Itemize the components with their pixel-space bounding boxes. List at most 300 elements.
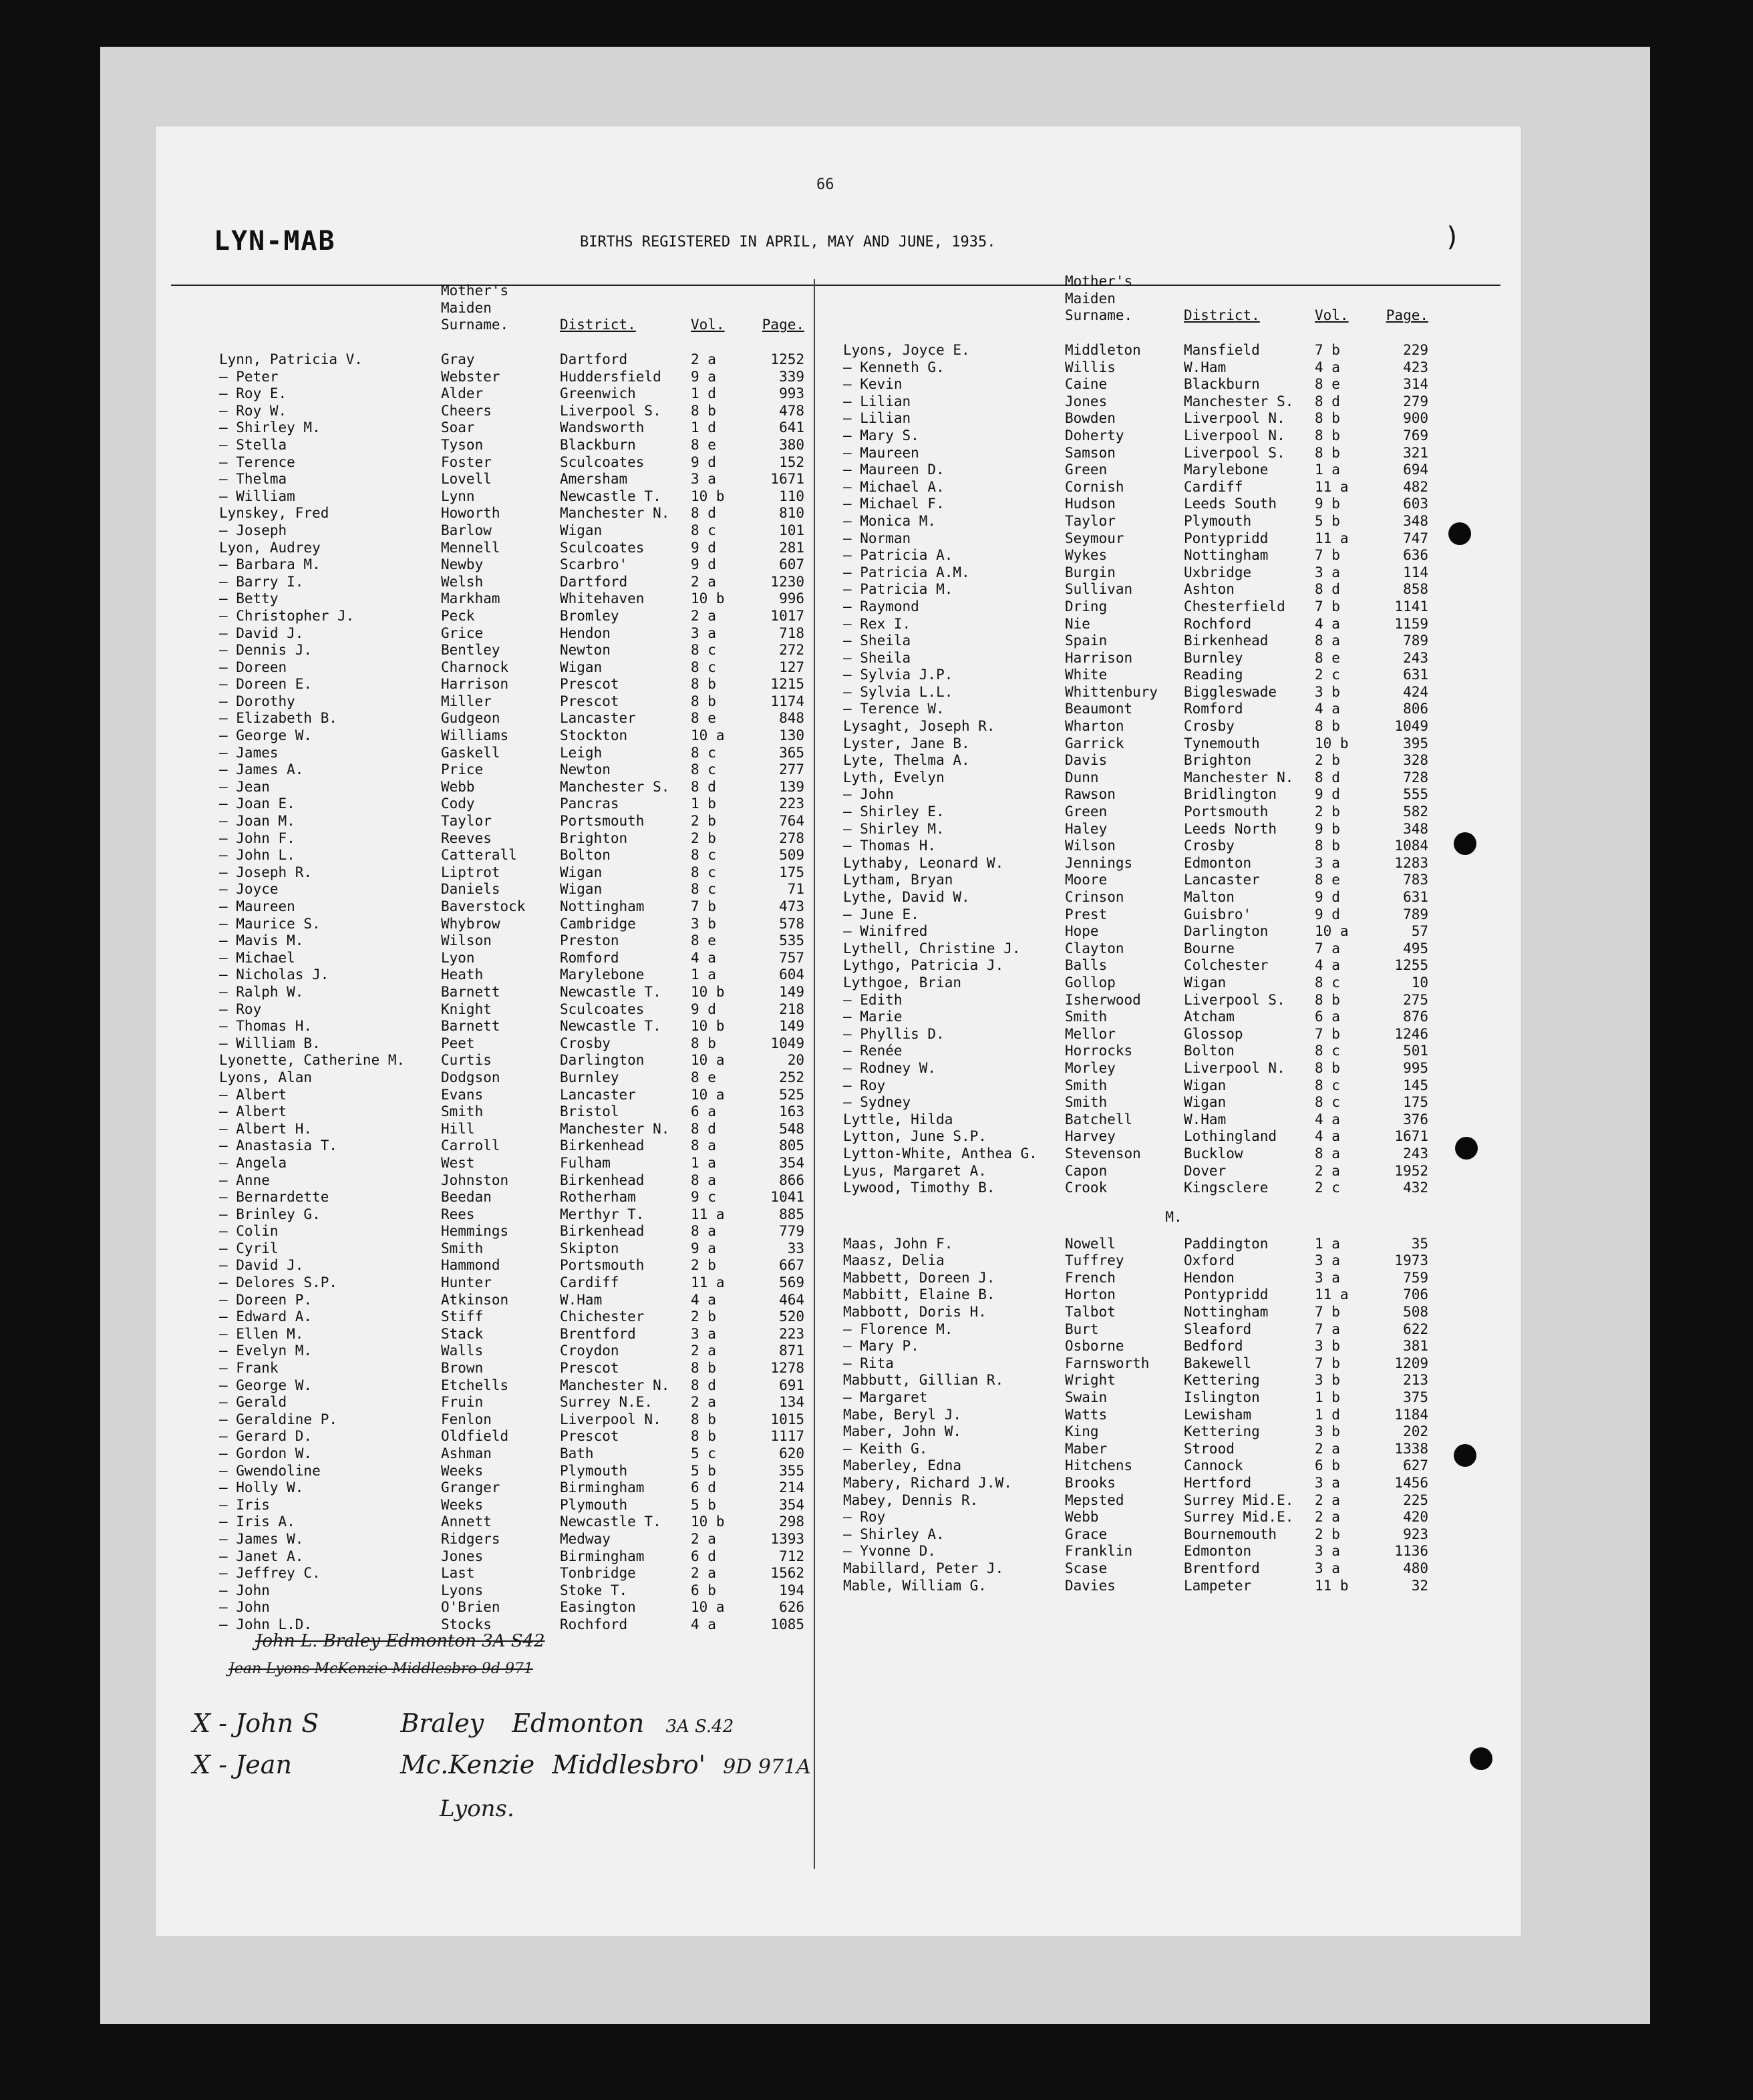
entry-page: 582 bbox=[1403, 804, 1428, 820]
entry-district: Prescot bbox=[560, 1360, 619, 1377]
m-entry-row bbox=[843, 1457, 1504, 1475]
left-entry-row bbox=[219, 522, 807, 540]
entry-name: — Geraldine P. bbox=[219, 1411, 338, 1427]
entry-page: 806 bbox=[1403, 701, 1428, 717]
entry-mother-maiden-surname: Hemmings bbox=[441, 1223, 509, 1240]
right-entry-row bbox=[843, 564, 1504, 582]
entry-mother-maiden-surname: Grice bbox=[441, 625, 484, 641]
entry-name: — Jean bbox=[219, 778, 270, 795]
entry-page: 375 bbox=[1403, 1389, 1428, 1406]
entry-mother-maiden-surname: Hill bbox=[441, 1120, 475, 1137]
entry-volume: 11 a bbox=[1315, 1286, 1349, 1303]
added-name: John S bbox=[235, 1709, 319, 1738]
entry-mother-maiden-surname: Hammond bbox=[441, 1257, 500, 1274]
right-entry-row bbox=[843, 547, 1504, 564]
left-entry-row bbox=[219, 1531, 807, 1548]
entry-volume: 1 d bbox=[691, 385, 716, 402]
entry-name: — George W. bbox=[219, 1377, 313, 1393]
entry-page: 420 bbox=[1403, 1509, 1428, 1526]
entry-name: — Sydney bbox=[843, 1094, 911, 1111]
entry-district: Liverpool S. bbox=[1184, 444, 1285, 461]
entry-name: — James bbox=[219, 744, 279, 761]
entry-name: Lythaby, Leonard W. bbox=[843, 854, 1004, 871]
entry-volume: 3 a bbox=[691, 1325, 716, 1342]
entry-page: 604 bbox=[779, 967, 804, 983]
entry-name: — Sylvia L.L. bbox=[843, 683, 953, 700]
entry-district: Romford bbox=[560, 949, 619, 966]
entry-volume: 8 d bbox=[1315, 393, 1340, 409]
entry-volume: 2 a bbox=[691, 351, 716, 367]
entry-mother-maiden-surname: Lynn bbox=[441, 488, 475, 504]
entry-volume: 10 a bbox=[691, 1086, 725, 1103]
entry-name: — Roy bbox=[219, 1001, 262, 1017]
left-entry-row bbox=[219, 676, 807, 693]
left-entry-row bbox=[219, 727, 807, 745]
entry-mother-maiden-surname: Green bbox=[1065, 462, 1108, 478]
entry-page: 152 bbox=[779, 454, 804, 470]
entry-volume: 1 b bbox=[1315, 1389, 1340, 1406]
entry-page: 783 bbox=[1403, 872, 1428, 888]
entry-district: Portsmouth bbox=[560, 813, 645, 830]
entry-district: Blackburn bbox=[1184, 376, 1260, 393]
entry-volume: 11 a bbox=[1315, 478, 1349, 495]
entry-district: Stockton bbox=[560, 727, 628, 744]
entry-volume: 8 c bbox=[691, 864, 716, 880]
entry-name: — William bbox=[219, 488, 295, 504]
entry-mother-maiden-surname: Crook bbox=[1065, 1180, 1108, 1196]
entry-volume: 11 b bbox=[1315, 1577, 1349, 1594]
entry-mother-maiden-surname: Grace bbox=[1065, 1526, 1108, 1542]
entry-name: — Shirley E. bbox=[843, 804, 945, 820]
right-entry-row bbox=[843, 1094, 1504, 1111]
entry-volume: 7 b bbox=[1315, 342, 1340, 358]
m-entry-row bbox=[843, 1321, 1504, 1339]
right-entry-row bbox=[843, 838, 1504, 855]
right-entry-row bbox=[843, 513, 1504, 530]
entry-volume: 9 d bbox=[1315, 889, 1340, 905]
entry-district: Hendon bbox=[560, 625, 611, 641]
entry-mother-maiden-surname: Granger bbox=[441, 1479, 500, 1496]
entry-name: — Edith bbox=[843, 991, 903, 1008]
entry-volume: 2 b bbox=[691, 830, 716, 846]
entry-district: Surrey Mid.E. bbox=[1184, 1492, 1294, 1508]
register-page bbox=[155, 126, 1522, 1937]
entry-volume: 8 b bbox=[691, 676, 716, 693]
entry-mother-maiden-surname: Wright bbox=[1065, 1372, 1116, 1389]
entry-page: 1671 bbox=[770, 471, 804, 488]
entry-mother-maiden-surname: Liptrot bbox=[441, 864, 500, 880]
entry-district: Crosby bbox=[1184, 718, 1235, 735]
entry-mother-maiden-surname: Cheers bbox=[441, 402, 492, 419]
entry-name: — Frank bbox=[219, 1360, 279, 1377]
entry-mother-maiden-surname: Wilson bbox=[1065, 838, 1116, 854]
entry-page: 525 bbox=[779, 1086, 804, 1103]
entry-page: 464 bbox=[779, 1291, 804, 1308]
entry-name: — Roy bbox=[843, 1509, 886, 1526]
entry-mother-maiden-surname: Horton bbox=[1065, 1286, 1116, 1303]
entry-district: Hertford bbox=[1184, 1475, 1252, 1491]
entry-volume: 7 a bbox=[1315, 940, 1340, 956]
entry-name: Lytton-White, Anthea G. bbox=[843, 1145, 1038, 1162]
entry-district: Wandsworth bbox=[560, 419, 645, 436]
entry-district: Bolton bbox=[560, 847, 611, 864]
entry-name: — Marie bbox=[843, 1009, 903, 1025]
left-entry-row bbox=[219, 761, 807, 779]
entry-mother-maiden-surname: Ridgers bbox=[441, 1530, 500, 1547]
entry-page: 35 bbox=[1411, 1235, 1428, 1252]
entry-page: 321 bbox=[1403, 444, 1428, 461]
m-entry-row bbox=[843, 1286, 1504, 1304]
margin-mark: ) bbox=[1444, 222, 1460, 252]
entry-name: — Anne bbox=[219, 1172, 270, 1188]
entry-district: Nottingham bbox=[560, 898, 645, 914]
entry-mother-maiden-surname: Smith bbox=[441, 1103, 484, 1120]
entry-page: 57 bbox=[1411, 923, 1428, 940]
entry-district: Rochford bbox=[1184, 615, 1252, 632]
entry-name: — Joyce bbox=[219, 881, 279, 898]
entry-name: — Keith G. bbox=[843, 1440, 928, 1457]
entry-mother-maiden-surname: Hitchens bbox=[1065, 1457, 1133, 1474]
entry-volume: 5 b bbox=[691, 1496, 716, 1513]
left-entry-row bbox=[219, 1377, 807, 1395]
entry-volume: 8 a bbox=[691, 1138, 716, 1154]
entry-page: 779 bbox=[779, 1223, 804, 1240]
entry-mother-maiden-surname: Harrison bbox=[441, 676, 509, 693]
entry-volume: 8 b bbox=[1315, 991, 1340, 1008]
entry-page: 194 bbox=[779, 1582, 804, 1598]
entry-name: Lyonette, Catherine M. bbox=[219, 1052, 406, 1069]
right-entry-row bbox=[843, 769, 1504, 787]
entry-volume: 8 c bbox=[691, 744, 716, 761]
entry-district: Easington bbox=[560, 1599, 636, 1616]
m-entry-row bbox=[843, 1560, 1504, 1578]
m-entry-row bbox=[843, 1526, 1504, 1544]
entry-volume: 3 a bbox=[1315, 1269, 1340, 1286]
right-entry-row bbox=[843, 1111, 1504, 1129]
entry-district: Manchester N. bbox=[560, 1377, 670, 1393]
entry-mother-maiden-surname: Willis bbox=[1065, 359, 1116, 375]
entry-mother-maiden-surname: Stocks bbox=[441, 1616, 492, 1632]
entry-mother-maiden-surname: Bowden bbox=[1065, 410, 1116, 427]
entry-district: Prescot bbox=[560, 1428, 619, 1445]
entry-page: 1085 bbox=[770, 1616, 804, 1632]
entry-name: — Ralph W. bbox=[219, 983, 304, 1000]
entry-district: Liverpool N. bbox=[1184, 410, 1285, 427]
entry-mother-maiden-surname: Newby bbox=[441, 556, 484, 573]
entry-page: 757 bbox=[779, 949, 804, 966]
entry-district: Dover bbox=[1184, 1162, 1227, 1179]
entry-page: 225 bbox=[1403, 1492, 1428, 1508]
entry-name: — Michael bbox=[219, 949, 295, 966]
entry-district: Kingsclere bbox=[1184, 1180, 1269, 1196]
entry-name: — Christopher J. bbox=[219, 607, 355, 624]
entry-page: 1230 bbox=[770, 573, 804, 590]
entry-mother-maiden-surname: Howorth bbox=[441, 505, 500, 522]
entry-mother-maiden-surname: Middleton bbox=[1065, 342, 1141, 358]
entry-name: Mabillard, Peter J. bbox=[843, 1560, 1004, 1576]
entry-name: — Delores S.P. bbox=[219, 1274, 338, 1291]
punch-hole bbox=[1454, 832, 1476, 855]
right-entry-row bbox=[843, 410, 1504, 427]
entry-volume: 2 a bbox=[691, 1394, 716, 1411]
entry-mother-maiden-surname: Capon bbox=[1065, 1162, 1108, 1179]
entry-volume: 8 e bbox=[1315, 872, 1340, 888]
entry-page: 876 bbox=[1403, 1009, 1428, 1025]
entry-district: Malton bbox=[1184, 889, 1235, 905]
entry-name: Lyon, Audrey bbox=[219, 539, 321, 556]
entry-name: — Phyllis D. bbox=[843, 1025, 945, 1042]
entry-mother-maiden-surname: Cody bbox=[441, 796, 475, 812]
entry-volume: 2 b bbox=[1315, 1526, 1340, 1542]
header-page: Page. bbox=[762, 317, 804, 333]
entry-page: 1015 bbox=[770, 1411, 804, 1427]
entry-name: Mabbitt, Elaine B. bbox=[843, 1286, 995, 1303]
entry-name: — George W. bbox=[219, 727, 313, 744]
entry-volume: 1 a bbox=[691, 967, 716, 983]
entry-district: Bedford bbox=[1184, 1338, 1243, 1355]
entry-name: — Albert bbox=[219, 1103, 287, 1120]
entry-page: 996 bbox=[779, 590, 804, 607]
entry-volume: 3 a bbox=[691, 471, 716, 488]
entry-volume: 8 d bbox=[691, 505, 716, 522]
right-entry-row bbox=[843, 1180, 1504, 1197]
right-entry-row bbox=[843, 616, 1504, 633]
right-entry-row bbox=[843, 889, 1504, 906]
entry-page: 275 bbox=[1403, 991, 1428, 1008]
entry-name: — Roy bbox=[843, 1077, 886, 1093]
right-entry-row bbox=[843, 479, 1504, 496]
entry-mother-maiden-surname: Carroll bbox=[441, 1138, 500, 1154]
entry-name: Lythgo, Patricia J. bbox=[843, 957, 1004, 974]
right-entry-row bbox=[843, 786, 1504, 804]
entry-district: Lancaster bbox=[1184, 872, 1260, 888]
right-entry-row bbox=[843, 735, 1504, 753]
entry-district: Wigan bbox=[1184, 1094, 1227, 1111]
entry-name: Lythgoe, Brian bbox=[843, 974, 962, 991]
entry-mother-maiden-surname: Beedan bbox=[441, 1189, 492, 1206]
entry-volume: 7 a bbox=[1315, 1321, 1340, 1337]
entry-mother-maiden-surname: West bbox=[441, 1154, 475, 1171]
entry-name: — Norman bbox=[843, 530, 911, 546]
entry-mother-maiden-surname: Barnett bbox=[441, 1018, 500, 1035]
entry-page: 885 bbox=[779, 1206, 804, 1222]
entry-district: W.Ham bbox=[1184, 359, 1227, 375]
entry-page: 858 bbox=[1403, 581, 1428, 598]
entry-district: Manchester S. bbox=[1184, 393, 1294, 409]
entry-mother-maiden-surname: Gray bbox=[441, 351, 475, 367]
left-entry-row bbox=[219, 864, 807, 882]
entry-page: 769 bbox=[1403, 427, 1428, 444]
entry-name: Mabery, Richard J.W. bbox=[843, 1475, 1012, 1491]
entry-mother-maiden-surname: Isherwood bbox=[1065, 991, 1141, 1008]
entry-page: 423 bbox=[1403, 359, 1428, 375]
entry-district: Newcastle T. bbox=[560, 1018, 661, 1035]
entry-mother-maiden-surname: Hunter bbox=[441, 1274, 492, 1291]
entry-volume: 8 b bbox=[1315, 1059, 1340, 1076]
entry-name: — Dennis J. bbox=[219, 642, 313, 659]
entry-page: 32 bbox=[1411, 1577, 1428, 1594]
entry-volume: 4 a bbox=[691, 1616, 716, 1632]
entry-district: Manchester N. bbox=[560, 505, 670, 522]
entry-volume: 8 b bbox=[691, 1428, 716, 1445]
entry-page: 1209 bbox=[1394, 1355, 1428, 1371]
entry-district: Bolton bbox=[1184, 1043, 1235, 1059]
entry-mother-maiden-surname: Soar bbox=[441, 419, 475, 436]
entry-district: Plymouth bbox=[560, 1496, 628, 1513]
entry-name: — James A. bbox=[219, 761, 304, 778]
entry-mother-maiden-surname: Reeves bbox=[441, 830, 492, 846]
entry-mother-maiden-surname: Wykes bbox=[1065, 547, 1108, 564]
entry-district: Skipton bbox=[560, 1240, 619, 1256]
entry-page: 328 bbox=[1403, 752, 1428, 769]
entry-mother-maiden-surname: Daniels bbox=[441, 881, 500, 898]
entry-district: Cambridge bbox=[560, 915, 636, 932]
entry-district: Islington bbox=[1184, 1389, 1260, 1406]
entry-name: Lythell, Christine J. bbox=[843, 940, 1021, 956]
entry-volume: 8 b bbox=[1315, 718, 1340, 735]
right-entry-row bbox=[843, 1146, 1504, 1163]
left-entry-row bbox=[219, 1463, 807, 1480]
entry-volume: 8 e bbox=[691, 710, 716, 727]
entry-mother-maiden-surname: Gaskell bbox=[441, 744, 500, 761]
header-vol: Vol. bbox=[691, 317, 725, 333]
left-entry-row bbox=[219, 1103, 807, 1121]
entry-district: Pancras bbox=[560, 796, 619, 812]
entry-page: 1159 bbox=[1394, 615, 1428, 632]
entry-district: Birkenhead bbox=[1184, 633, 1269, 649]
entry-mother-maiden-surname: Batchell bbox=[1065, 1111, 1133, 1127]
entry-mother-maiden-surname: Nowell bbox=[1065, 1235, 1116, 1252]
entry-page: 728 bbox=[1403, 769, 1428, 785]
entry-volume: 7 b bbox=[1315, 598, 1340, 615]
entry-district: Pontypridd bbox=[1184, 530, 1269, 546]
entry-mother-maiden-surname: Farnsworth bbox=[1065, 1355, 1150, 1371]
entry-page: 641 bbox=[779, 419, 804, 436]
entry-district: Sculcoates bbox=[560, 1001, 645, 1017]
left-entry-row bbox=[219, 1189, 807, 1206]
entry-name: Mabey, Dennis R. bbox=[843, 1492, 979, 1508]
left-entry-row bbox=[219, 1069, 807, 1087]
entry-district: Medway bbox=[560, 1530, 611, 1547]
entry-page: 871 bbox=[779, 1343, 804, 1359]
entry-district: Fulham bbox=[560, 1154, 611, 1171]
entry-page: 508 bbox=[1403, 1304, 1428, 1321]
entry-district: Brighton bbox=[1184, 752, 1252, 769]
entry-volume: 4 a bbox=[1315, 957, 1340, 974]
entry-volume: 3 a bbox=[1315, 854, 1340, 871]
entry-district: Lewisham bbox=[1184, 1406, 1252, 1423]
entry-district: Cardiff bbox=[1184, 478, 1243, 495]
entry-district: Brighton bbox=[560, 830, 628, 846]
entry-mother-maiden-surname: Stevenson bbox=[1065, 1145, 1141, 1162]
left-entry-row bbox=[219, 471, 807, 488]
left-entry-row bbox=[219, 505, 807, 522]
entry-district: Reading bbox=[1184, 667, 1243, 683]
punch-hole bbox=[1448, 522, 1471, 545]
entry-district: Portsmouth bbox=[560, 1257, 645, 1274]
left-entry-row bbox=[219, 1445, 807, 1463]
right-entry-row bbox=[843, 445, 1504, 462]
entry-district: Rochford bbox=[560, 1616, 628, 1632]
added-note: Lyons. bbox=[440, 1795, 514, 1822]
entry-district: Newcastle T. bbox=[560, 1514, 661, 1530]
entry-mother-maiden-surname: Etchells bbox=[441, 1377, 509, 1393]
entry-name: — Florence M. bbox=[843, 1321, 953, 1337]
entry-district: Chichester bbox=[560, 1308, 645, 1325]
index-range: LYN-MAB bbox=[214, 226, 336, 256]
right-entry-row bbox=[843, 393, 1504, 411]
entry-page: 603 bbox=[1403, 496, 1428, 512]
entry-mother-maiden-surname: Smith bbox=[1065, 1077, 1108, 1093]
entry-district: Strood bbox=[1184, 1440, 1235, 1457]
entry-mother-maiden-surname: Lyon bbox=[441, 949, 475, 966]
m-entry-row bbox=[843, 1492, 1504, 1510]
section-heading-m: M. bbox=[1165, 1208, 1182, 1225]
entry-volume: 10 b bbox=[691, 590, 725, 607]
entry-district: Glossop bbox=[1184, 1025, 1243, 1042]
entry-mother-maiden-surname: Stiff bbox=[441, 1308, 484, 1325]
entry-mother-maiden-surname: Dunn bbox=[1065, 769, 1099, 785]
right-entry-row bbox=[843, 376, 1504, 393]
entry-name: — Rita bbox=[843, 1355, 894, 1371]
entry-volume: 4 a bbox=[1315, 615, 1340, 632]
m-entry-row bbox=[843, 1338, 1504, 1355]
entry-volume: 4 a bbox=[1315, 701, 1340, 717]
entry-mother-maiden-surname: Garrick bbox=[1065, 735, 1124, 751]
entry-name: Mabbott, Doris H. bbox=[843, 1304, 987, 1321]
left-entry-row bbox=[219, 369, 807, 386]
entry-volume: 8 e bbox=[691, 436, 716, 453]
left-column-header bbox=[219, 283, 807, 334]
entry-volume: 4 a bbox=[1315, 1111, 1340, 1127]
entry-page: 1952 bbox=[1394, 1162, 1428, 1179]
entry-name: — Barbara M. bbox=[219, 556, 321, 573]
entry-page: 1973 bbox=[1394, 1252, 1428, 1269]
left-entries bbox=[219, 351, 807, 1634]
entry-volume: 7 b bbox=[1315, 1304, 1340, 1321]
left-entry-row bbox=[219, 659, 807, 677]
right-entry-row bbox=[843, 496, 1504, 513]
entry-volume: 3 a bbox=[1315, 1252, 1340, 1269]
entry-page: 202 bbox=[1403, 1423, 1428, 1440]
left-column bbox=[219, 283, 807, 1634]
left-entry-row bbox=[219, 1548, 807, 1566]
entry-district: Sculcoates bbox=[560, 539, 645, 556]
entry-name: — Monica M. bbox=[843, 512, 937, 529]
entry-district: Burnley bbox=[560, 1069, 619, 1085]
left-entry-row bbox=[219, 1360, 807, 1377]
left-entry-row bbox=[219, 932, 807, 950]
entry-name: — Doreen E. bbox=[219, 676, 313, 693]
entry-district: Surrey Mid.E. bbox=[1184, 1509, 1294, 1526]
m-entry-row bbox=[843, 1236, 1504, 1253]
entry-district: Leeds South bbox=[1184, 496, 1277, 512]
entry-page: 278 bbox=[779, 830, 804, 846]
entry-name: — Angela bbox=[219, 1154, 287, 1171]
right-entry-row bbox=[843, 940, 1504, 958]
right-entry-row bbox=[843, 906, 1504, 924]
entry-volume: 8 c bbox=[1315, 974, 1340, 991]
entry-page: 365 bbox=[779, 744, 804, 761]
entry-volume: 3 b bbox=[691, 915, 716, 932]
entry-district: Stoke T. bbox=[560, 1582, 628, 1598]
entry-district: Amersham bbox=[560, 471, 628, 488]
entry-volume: 8 b bbox=[691, 402, 716, 419]
left-entry-row bbox=[219, 916, 807, 933]
entry-page: 139 bbox=[779, 778, 804, 795]
entry-district: Dartford bbox=[560, 351, 628, 367]
entry-page: 712 bbox=[779, 1548, 804, 1564]
